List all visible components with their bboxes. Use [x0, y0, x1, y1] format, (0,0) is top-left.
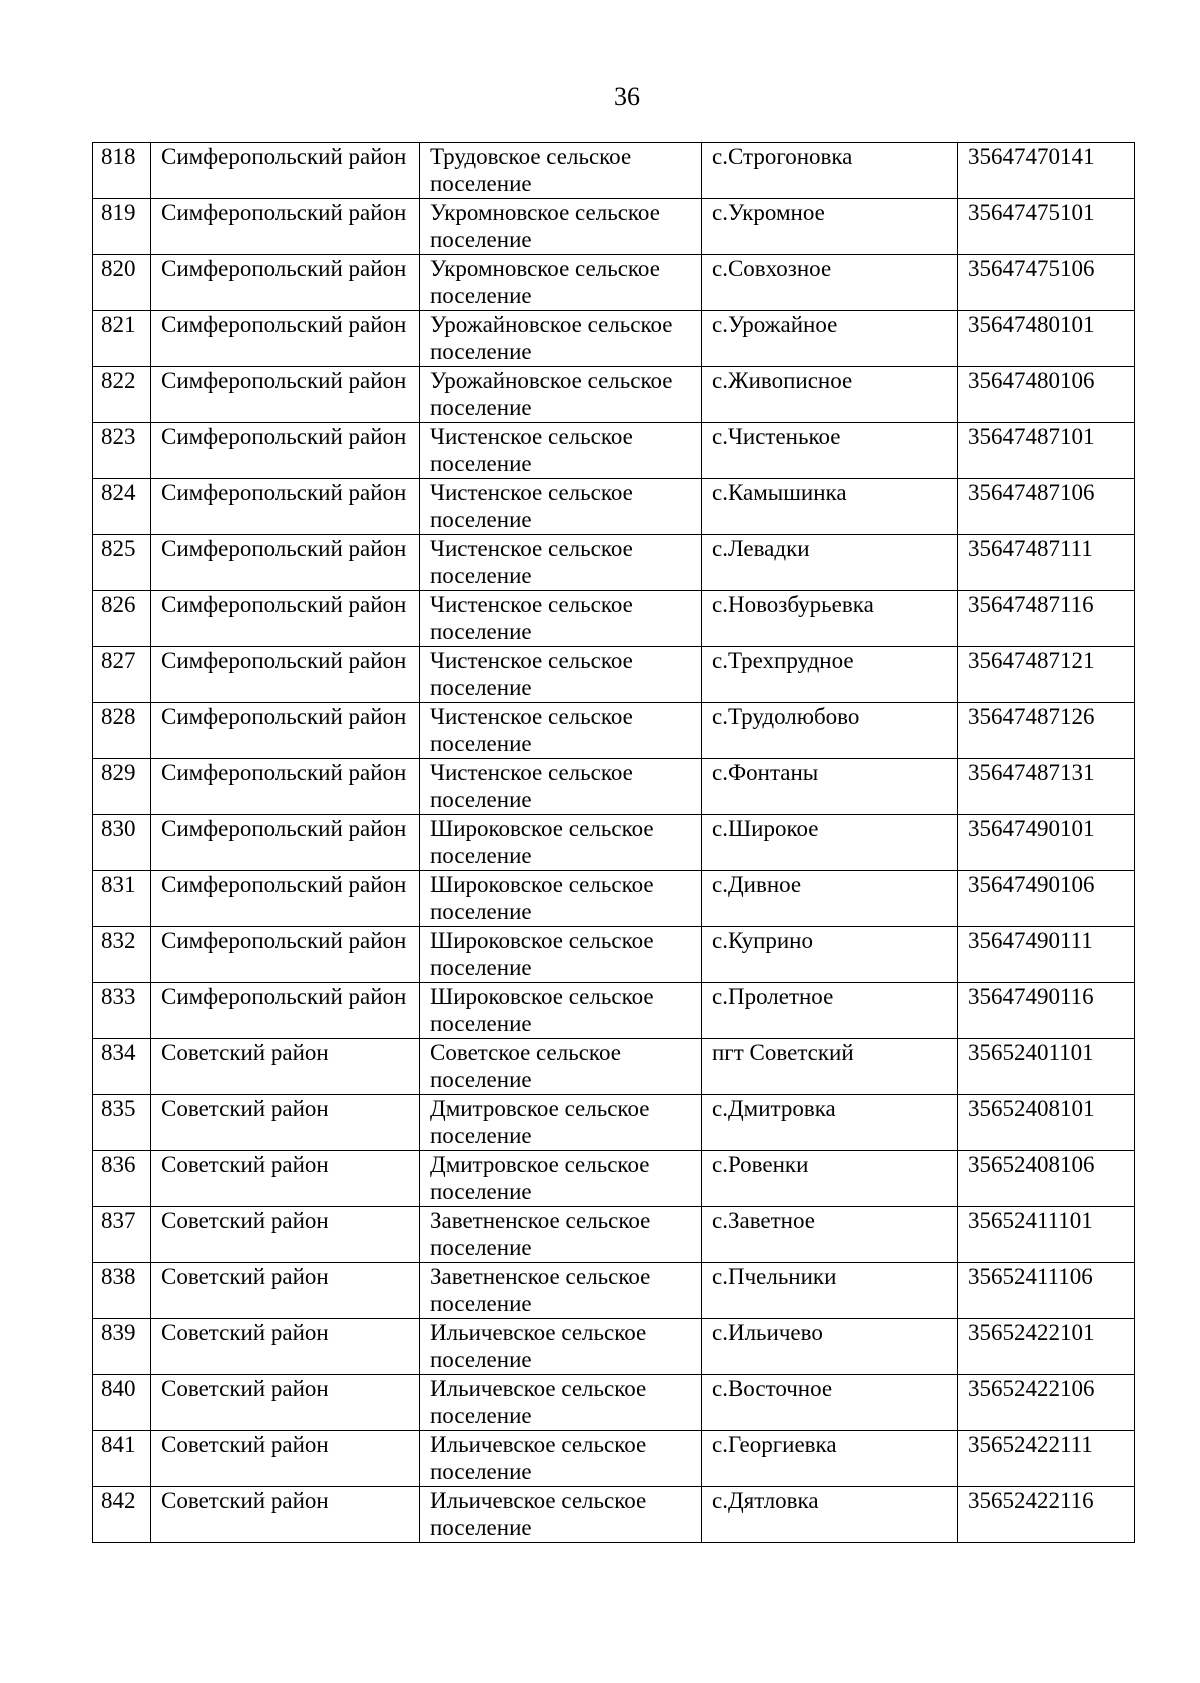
district-cell: Симферопольский район	[151, 367, 420, 423]
settlement-cell: Заветненское сельское поселение	[420, 1207, 702, 1263]
table-row	[93, 255, 1135, 311]
code-cell: 35652422101	[958, 1319, 1135, 1375]
table-row	[93, 367, 1135, 423]
row-number-cell: 825	[93, 535, 151, 591]
row-number-cell: 829	[93, 759, 151, 815]
district-cell: Советский район	[151, 1431, 420, 1487]
locality-cell: с.Пчельники	[702, 1263, 958, 1319]
district-cell: Симферопольский район	[151, 199, 420, 255]
district-cell: Симферопольский район	[151, 815, 420, 871]
district-cell: Советский район	[151, 1319, 420, 1375]
locality-cell: с.Укромное	[702, 199, 958, 255]
district-cell: Советский район	[151, 1151, 420, 1207]
code-cell: 35647490111	[958, 927, 1135, 983]
district-cell: Симферопольский район	[151, 479, 420, 535]
district-cell: Симферопольский район	[151, 535, 420, 591]
row-number-cell: 834	[93, 1039, 151, 1095]
settlement-cell: Чистенское сельское поселение	[420, 479, 702, 535]
settlement-cell: Широковское сельское поселение	[420, 927, 702, 983]
code-cell: 35647487101	[958, 423, 1135, 479]
table-row	[93, 1039, 1135, 1095]
district-cell: Симферопольский район	[151, 983, 420, 1039]
settlement-cell: Советское сельское поселение	[420, 1039, 702, 1095]
table-row	[93, 311, 1135, 367]
row-number-cell: 835	[93, 1095, 151, 1151]
settlements-table	[92, 142, 1135, 1543]
settlement-cell: Трудовское сельское поселение	[420, 143, 702, 199]
code-cell: 35647490106	[958, 871, 1135, 927]
table-row	[93, 535, 1135, 591]
row-number-cell: 830	[93, 815, 151, 871]
code-cell: 35647490116	[958, 983, 1135, 1039]
code-cell: 35652422116	[958, 1487, 1135, 1543]
code-cell: 35652401101	[958, 1039, 1135, 1095]
locality-cell: с.Ровенки	[702, 1151, 958, 1207]
district-cell: Советский район	[151, 1263, 420, 1319]
table-row	[93, 983, 1135, 1039]
row-number-cell: 821	[93, 311, 151, 367]
locality-cell: с.Куприно	[702, 927, 958, 983]
district-cell: Симферопольский район	[151, 311, 420, 367]
district-cell: Симферопольский район	[151, 759, 420, 815]
district-cell: Советский район	[151, 1487, 420, 1543]
district-cell: Симферопольский район	[151, 647, 420, 703]
row-number-cell: 833	[93, 983, 151, 1039]
settlement-cell: Широковское сельское поселение	[420, 871, 702, 927]
locality-cell: с.Трехпрудное	[702, 647, 958, 703]
row-number-cell: 820	[93, 255, 151, 311]
locality-cell: с.Заветное	[702, 1207, 958, 1263]
locality-cell: с.Ильичево	[702, 1319, 958, 1375]
district-cell: Симферопольский район	[151, 871, 420, 927]
locality-cell: с.Совхозное	[702, 255, 958, 311]
code-cell: 35647490101	[958, 815, 1135, 871]
settlement-cell: Ильичевское сельское поселение	[420, 1319, 702, 1375]
locality-cell: с.Георгиевка	[702, 1431, 958, 1487]
settlement-cell: Ильичевское сельское поселение	[420, 1431, 702, 1487]
locality-cell: с.Дмитровка	[702, 1095, 958, 1151]
table-row	[93, 1095, 1135, 1151]
table-row	[93, 647, 1135, 703]
code-cell: 35647487121	[958, 647, 1135, 703]
locality-cell: с.Камышинка	[702, 479, 958, 535]
table-row	[93, 815, 1135, 871]
settlement-cell: Широковское сельское поселение	[420, 815, 702, 871]
code-cell: 35647480101	[958, 311, 1135, 367]
row-number-cell: 831	[93, 871, 151, 927]
locality-cell: с.Широкое	[702, 815, 958, 871]
settlement-cell: Укромновское сельское поселение	[420, 199, 702, 255]
row-number-cell: 838	[93, 1263, 151, 1319]
locality-cell: с.Пролетное	[702, 983, 958, 1039]
table-row	[93, 1487, 1135, 1543]
row-number-cell: 841	[93, 1431, 151, 1487]
row-number-cell: 827	[93, 647, 151, 703]
locality-cell: с.Восточное	[702, 1375, 958, 1431]
settlement-cell: Дмитровское сельское поселение	[420, 1151, 702, 1207]
settlement-cell: Широковское сельское поселение	[420, 983, 702, 1039]
settlement-cell: Чистенское сельское поселение	[420, 703, 702, 759]
table-row	[93, 1319, 1135, 1375]
locality-cell: с.Дятловка	[702, 1487, 958, 1543]
table-row	[93, 1431, 1135, 1487]
table-row	[93, 143, 1135, 199]
settlement-cell: Урожайновское сельское поселение	[420, 367, 702, 423]
table-row	[93, 927, 1135, 983]
district-cell: Симферопольский район	[151, 143, 420, 199]
settlement-cell: Чистенское сельское поселение	[420, 759, 702, 815]
settlement-cell: Укромновское сельское поселение	[420, 255, 702, 311]
locality-cell: с.Урожайное	[702, 311, 958, 367]
district-cell: Советский район	[151, 1039, 420, 1095]
code-cell: 35652422111	[958, 1431, 1135, 1487]
locality-cell: пгт Советский	[702, 1039, 958, 1095]
code-cell: 35647470141	[958, 143, 1135, 199]
row-number-cell: 840	[93, 1375, 151, 1431]
settlement-cell: Чистенское сельское поселение	[420, 423, 702, 479]
row-number-cell: 822	[93, 367, 151, 423]
code-cell: 35647475101	[958, 199, 1135, 255]
row-number-cell: 818	[93, 143, 151, 199]
district-cell: Советский район	[151, 1207, 420, 1263]
table-row	[93, 703, 1135, 759]
settlement-cell: Ильичевское сельское поселение	[420, 1487, 702, 1543]
code-cell: 35652411101	[958, 1207, 1135, 1263]
table-row	[93, 591, 1135, 647]
settlement-cell: Ильичевское сельское поселение	[420, 1375, 702, 1431]
row-number-cell: 823	[93, 423, 151, 479]
row-number-cell: 839	[93, 1319, 151, 1375]
table-row	[93, 199, 1135, 255]
locality-cell: с.Левадки	[702, 535, 958, 591]
locality-cell: с.Дивное	[702, 871, 958, 927]
district-cell: Советский район	[151, 1095, 420, 1151]
row-number-cell: 828	[93, 703, 151, 759]
code-cell: 35647480106	[958, 367, 1135, 423]
code-cell: 35647487126	[958, 703, 1135, 759]
table-row	[93, 871, 1135, 927]
row-number-cell: 819	[93, 199, 151, 255]
settlements-table-body	[93, 143, 1135, 1543]
district-cell: Симферопольский район	[151, 927, 420, 983]
district-cell: Симферопольский район	[151, 255, 420, 311]
code-cell: 35652422106	[958, 1375, 1135, 1431]
code-cell: 35652411106	[958, 1263, 1135, 1319]
locality-cell: с.Строгоновка	[702, 143, 958, 199]
table-row	[93, 1207, 1135, 1263]
code-cell: 35647487106	[958, 479, 1135, 535]
table-row	[93, 1151, 1135, 1207]
code-cell: 35647475106	[958, 255, 1135, 311]
row-number-cell: 824	[93, 479, 151, 535]
settlement-cell: Чистенское сельское поселение	[420, 591, 702, 647]
settlement-cell: Чистенское сельское поселение	[420, 535, 702, 591]
locality-cell: с.Живописное	[702, 367, 958, 423]
district-cell: Советский район	[151, 1375, 420, 1431]
code-cell: 35647487116	[958, 591, 1135, 647]
row-number-cell: 826	[93, 591, 151, 647]
settlement-cell: Чистенское сельское поселение	[420, 647, 702, 703]
table-row	[93, 423, 1135, 479]
code-cell: 35647487111	[958, 535, 1135, 591]
district-cell: Симферопольский район	[151, 703, 420, 759]
row-number-cell: 836	[93, 1151, 151, 1207]
locality-cell: с.Новозбурьевка	[702, 591, 958, 647]
row-number-cell: 842	[93, 1487, 151, 1543]
settlement-cell: Урожайновское сельское поселение	[420, 311, 702, 367]
row-number-cell: 837	[93, 1207, 151, 1263]
code-cell: 35647487131	[958, 759, 1135, 815]
table-row	[93, 479, 1135, 535]
district-cell: Симферопольский район	[151, 423, 420, 479]
row-number-cell: 832	[93, 927, 151, 983]
page-number: 36	[614, 82, 640, 111]
code-cell: 35652408101	[958, 1095, 1135, 1151]
locality-cell: с.Чистенькое	[702, 423, 958, 479]
settlement-cell: Дмитровское сельское поселение	[420, 1095, 702, 1151]
table-row	[93, 1263, 1135, 1319]
code-cell: 35652408106	[958, 1151, 1135, 1207]
settlement-cell: Заветненское сельское поселение	[420, 1263, 702, 1319]
locality-cell: с.Трудолюбово	[702, 703, 958, 759]
table-row	[93, 1375, 1135, 1431]
table-row	[93, 759, 1135, 815]
district-cell: Симферопольский район	[151, 591, 420, 647]
locality-cell: с.Фонтаны	[702, 759, 958, 815]
